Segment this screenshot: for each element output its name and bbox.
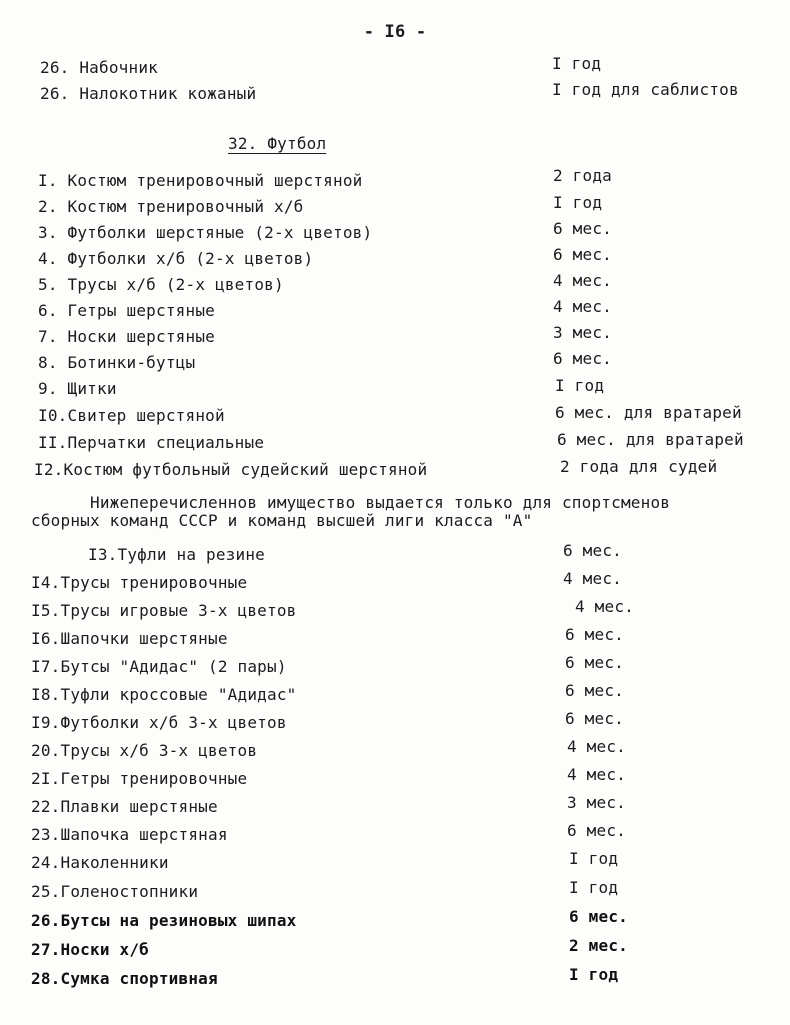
list-item-name: 20.Трусы х/б 3-х цветов (31, 741, 258, 760)
list-item-period: 4 мес. (553, 297, 612, 316)
list-item-name: 8. Ботинки-бутцы (38, 353, 196, 372)
list-item-name: 24.Наколенники (31, 853, 169, 872)
list-item-period: I год (552, 54, 602, 73)
list-item-name: 4. Футболки х/б (2-х цветов) (38, 249, 314, 268)
list-item-name: 2. Костюм тренировочный х/б (38, 197, 304, 216)
list-item-period: 2 года для судей (560, 457, 718, 476)
list-item-name: I9.Футболки х/б 3-х цветов (31, 713, 287, 732)
list-item-period: 6 мес. (565, 653, 624, 672)
note-text: Нижеперечисленнов имущество выдается только для спортсменов (90, 493, 671, 512)
list-item-period: 6 мес. (569, 907, 628, 926)
list-item-period: 6 мес. (553, 245, 612, 264)
list-item-name: I0.Свитер шерстяной (38, 406, 225, 425)
list-item-period: 4 мес. (563, 569, 622, 588)
list-item-name: 25.Голеностопники (31, 882, 199, 901)
section-title: 32. Футбол (228, 134, 327, 153)
list-item-period: 4 мес. (575, 597, 634, 616)
list-item-period: 6 мес. (567, 821, 626, 840)
list-item-name: I8.Туфли кроссовые "Адидас" (31, 685, 297, 704)
list-item-name: 9. Щитки (38, 379, 117, 398)
list-item-name: I5.Трусы игровые 3-х цветов (31, 601, 297, 620)
list-item-period: 6 мес. (565, 681, 624, 700)
list-item-name: 22.Плавки шерстяные (31, 797, 218, 816)
list-item-period: I год для саблистов (552, 80, 739, 99)
list-item-name: 28.Сумка спортивная (31, 969, 218, 988)
list-item-period: 6 мес. (553, 349, 612, 368)
list-item-period: I год (555, 376, 605, 395)
list-item-period: 2 мес. (569, 936, 628, 955)
note-text: сборных команд СССР и команд высшей лиги класса "А" (31, 511, 533, 530)
list-item-period: 3 мес. (553, 323, 612, 342)
list-item-period: 6 мес. (565, 625, 624, 644)
page-number: - I6 - (363, 22, 427, 42)
list-item-period: I год (569, 878, 619, 897)
list-item-name: 26.Бутсы на резиновых шипах (31, 911, 297, 930)
list-item-period: 4 мес. (567, 737, 626, 756)
list-item-name: I6.Шапочки шерстяные (31, 629, 228, 648)
list-item-name: 3. Футболки шерстяные (2-х цветов) (38, 223, 373, 242)
list-item-name: 23.Шапочка шерстяная (31, 825, 228, 844)
list-item-name: I3.Туфли на резине (88, 545, 265, 564)
list-item-period: 4 мес. (553, 271, 612, 290)
list-item-name: 26. Набочник (40, 58, 158, 77)
list-item-name: II.Перчатки специальные (38, 433, 265, 452)
list-item-name: I. Костюм тренировочный шерстяной (38, 171, 363, 190)
list-item-period: 6 мес. (563, 541, 622, 560)
list-item-period: 6 мес. для вратарей (557, 430, 744, 449)
list-item-period: 6 мес. для вратарей (555, 403, 742, 422)
list-item-period: 6 мес. (565, 709, 624, 728)
list-item-period: I год (569, 849, 619, 868)
list-item-name: I2.Костюм футбольный судейский шерстяной (34, 460, 428, 479)
list-item-name: 7. Носки шерстяные (38, 327, 215, 346)
list-item-period: 4 мес. (567, 765, 626, 784)
list-item-period: I год (569, 965, 619, 984)
list-item-period: 2 года (553, 166, 612, 185)
list-item-period: 3 мес. (567, 793, 626, 812)
list-item-name: 27.Носки х/б (31, 940, 149, 959)
list-item-name: I7.Бутсы "Адидас" (2 пары) (31, 657, 287, 676)
list-item-name: 26. Налокотник кожаный (40, 84, 257, 103)
list-item-name: I4.Трусы тренировочные (31, 573, 248, 592)
list-item-name: 6. Гетры шерстяные (38, 301, 215, 320)
list-item-period: 6 мес. (553, 219, 612, 238)
list-item-name: 2I.Гетры тренировочные (31, 769, 248, 788)
list-item-name: 5. Трусы х/б (2-х цветов) (38, 275, 284, 294)
list-item-period: I год (553, 193, 603, 212)
